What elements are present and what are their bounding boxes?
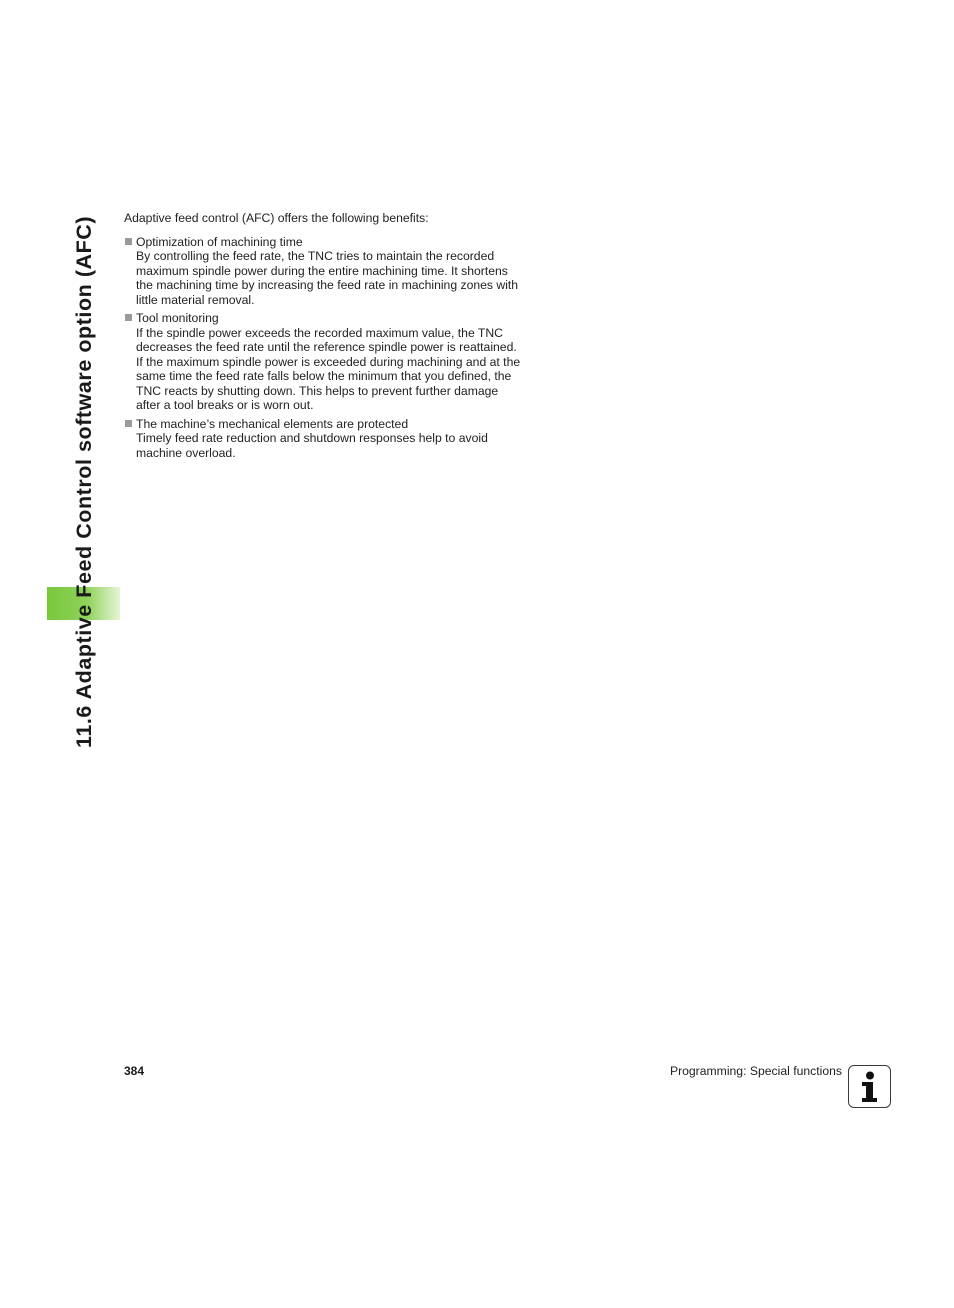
square-bullet-icon [125, 314, 132, 321]
footer-chapter-title: Programming: Special functions [669, 1064, 842, 1078]
list-item [124, 311, 524, 413]
bullet-title: Tool monitoring [136, 311, 219, 325]
bullet-text: By controlling the feed rate, the TNC tries to maintain the recorded maximum spindle power during the entire machining time. It shortens the machining time by increasing the feed rate in machining zones with little material removal. [136, 249, 519, 307]
list-item [124, 235, 524, 308]
bullet-text: If the spindle power exceeds the recorded maximum value, the TNC decreases the feed rate until the reference spindle power is reattained. If the maximum spindle power is exceeded during machining and at the same time the feed rate falls below the minimum that you defined, the TNC reacts by shutting down. This helps to prevent further damage after a tool breaks or is worn out. [136, 325, 521, 412]
square-bullet-icon [125, 238, 132, 245]
main-content [124, 211, 524, 464]
list-item [124, 417, 524, 461]
intro-paragraph: Adaptive feed control (AFC) offers the following benefits: [124, 211, 429, 225]
bullet-text: Timely feed rate reduction and shutdown responses help to avoid machine overload. [136, 431, 488, 460]
bullet-title: The machine’s mechanical elements are protected [136, 416, 409, 431]
square-bullet-icon [125, 420, 132, 427]
page-number: 384 [124, 1064, 145, 1078]
benefits-list [124, 235, 524, 461]
info-icon [848, 1065, 891, 1108]
bullet-title: Optimization of machining time [136, 234, 303, 249]
chapter-heading: 11.6 Adaptive Feed Control software option (AFC) [72, 215, 96, 748]
